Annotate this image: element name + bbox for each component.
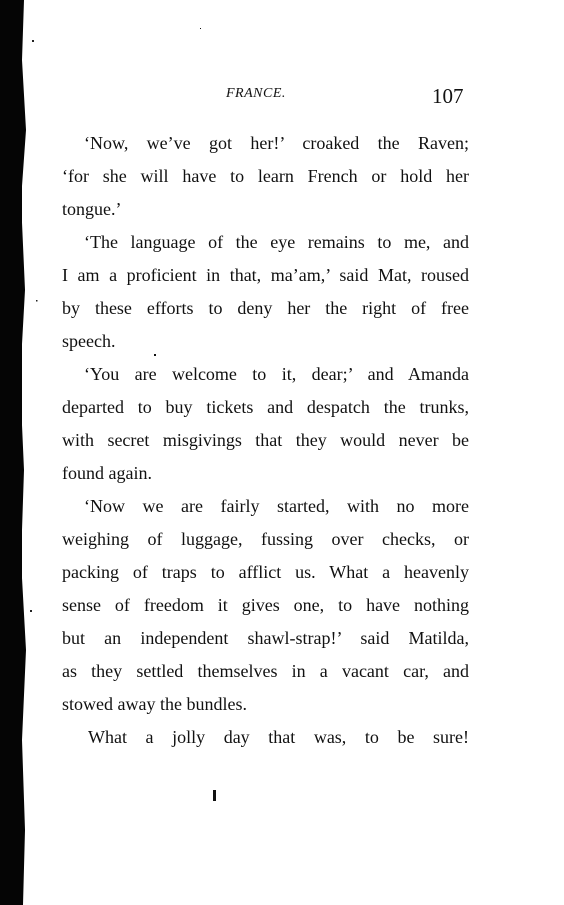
text-line: What a jolly day that was, to be sure! — [88, 727, 469, 747]
ink-fleck — [200, 28, 201, 29]
text-line: by these efforts to deny her the right of free — [62, 298, 469, 318]
text-line: with secret misgivings that they would never be — [62, 430, 469, 450]
ink-fleck — [154, 354, 156, 356]
text-line: ‘You are welcome to it, dear;’ and Amanda — [84, 364, 469, 384]
running-head: FRANCE. — [226, 86, 286, 101]
page-number: 107 — [432, 84, 464, 108]
paragraph — [62, 721, 469, 754]
text-line: ‘Now we are fairly started, with no more — [84, 496, 469, 516]
text-line: sense of freedom it gives one, to have nothing — [62, 595, 469, 615]
text-line: ‘for she will have to learn French or hold her — [62, 166, 469, 186]
binding-shadow — [18, 0, 44, 905]
text-line: packing of traps to afflict us. What a heavenly — [62, 562, 469, 582]
ink-fleck — [213, 790, 216, 801]
text-line: I am a proficient in that, ma’am,’ said Mat, roused — [62, 265, 469, 285]
page-header — [0, 84, 564, 114]
paragraph — [62, 358, 469, 490]
body-text — [62, 127, 469, 754]
paragraph — [62, 226, 469, 358]
text-line: found again. — [62, 463, 152, 483]
text-line: weighing of luggage, fussing over checks, or — [62, 529, 469, 549]
paragraph — [62, 127, 469, 226]
text-line: tongue.’ — [62, 199, 122, 219]
text-line: ‘The language of the eye remains to me, and — [84, 232, 469, 252]
text-line: stowed away the bundles. — [62, 694, 247, 714]
text-line: speech. — [62, 331, 116, 351]
paragraph — [62, 490, 469, 721]
text-line: but an independent shawl-strap!’ said Matilda, — [62, 628, 469, 648]
text-line: ‘Now, we’ve got her!’ croaked the Raven; — [84, 133, 469, 153]
text-line: as they settled themselves in a vacant car, and — [62, 661, 469, 681]
text-line: departed to buy tickets and despatch the trunks, — [62, 397, 469, 417]
